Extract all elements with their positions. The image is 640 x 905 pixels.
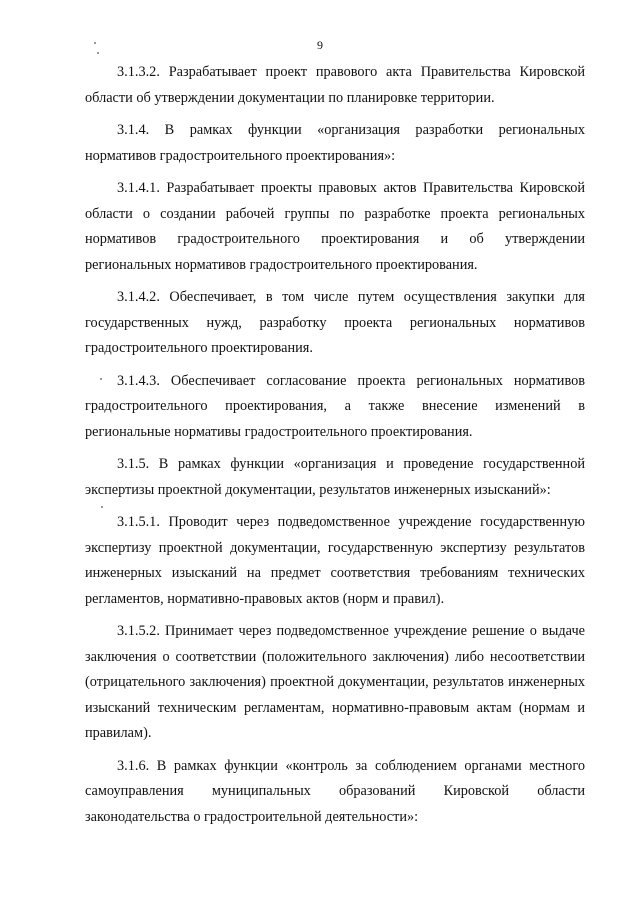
document-body	[85, 60, 585, 837]
paragraph-3-1-4-1: 3.1.4.1. Разрабатывает проекты правовых актов Правительства Кировской области о создании рабочей группы по разработке проекта региональных нормативов градостроительного проектирования и об утверждении региональных нормативов градостроительного проектирования.	[85, 180, 585, 273]
page-number: 9	[317, 38, 323, 52]
paragraph-3-1-5-2: 3.1.5.2. Принимает через подведомственное учреждение решение о выдаче заключения о соответствии (положительного заключения) либо несоответствии (отрицательного заключения) проектной документации, результатов инженерных изысканий техническим регламентам, нормативно-правовым актам (нормам и правилам).	[85, 623, 585, 741]
paragraph-3-1-4: 3.1.4. В рамках функции «организация разработки региональных нормативов градостроительного проектирования»:	[85, 122, 585, 164]
paragraph-3-1-4-2: 3.1.4.2. Обеспечивает, в том числе путем осуществления закупки для государственных нужд, разработку проекта региональных нормативов градостроительного проектирования.	[85, 289, 585, 356]
paragraph-3-1-6: 3.1.6. В рамках функции «контроль за соблюдением органами местного самоуправления муниципальных образований Кировской области законодательства о градостроительной деятельности»:	[85, 757, 585, 825]
scan-speck	[97, 52, 99, 54]
paragraph-3-1-4-3: 3.1.4.3. Обеспечивает согласование проекта региональных нормативов градостроительного проектирования, а также внесение изменений в региональные нормативы градостроительного проектирования.	[85, 372, 585, 440]
paragraph-3-1-5-1: 3.1.5.1. Проводит через подведомственное учреждение государственную экспертизу проектной документации, государственную экспертизу результатов инженерных изысканий на предмет соответствия требованиям технических регламентов, нормативно-правовых актов (норм и правил).	[85, 514, 585, 607]
paragraph-3-1-3-2: 3.1.3.2. Разрабатывает проект правового акта Правительства Кировской области об утверждении документации по планировке территории.	[85, 64, 585, 106]
paragraph-3-1-5: 3.1.5. В рамках функции «организация и проведение государственной экспертизы проектной документации, результатов инженерных изысканий»:	[85, 456, 585, 498]
